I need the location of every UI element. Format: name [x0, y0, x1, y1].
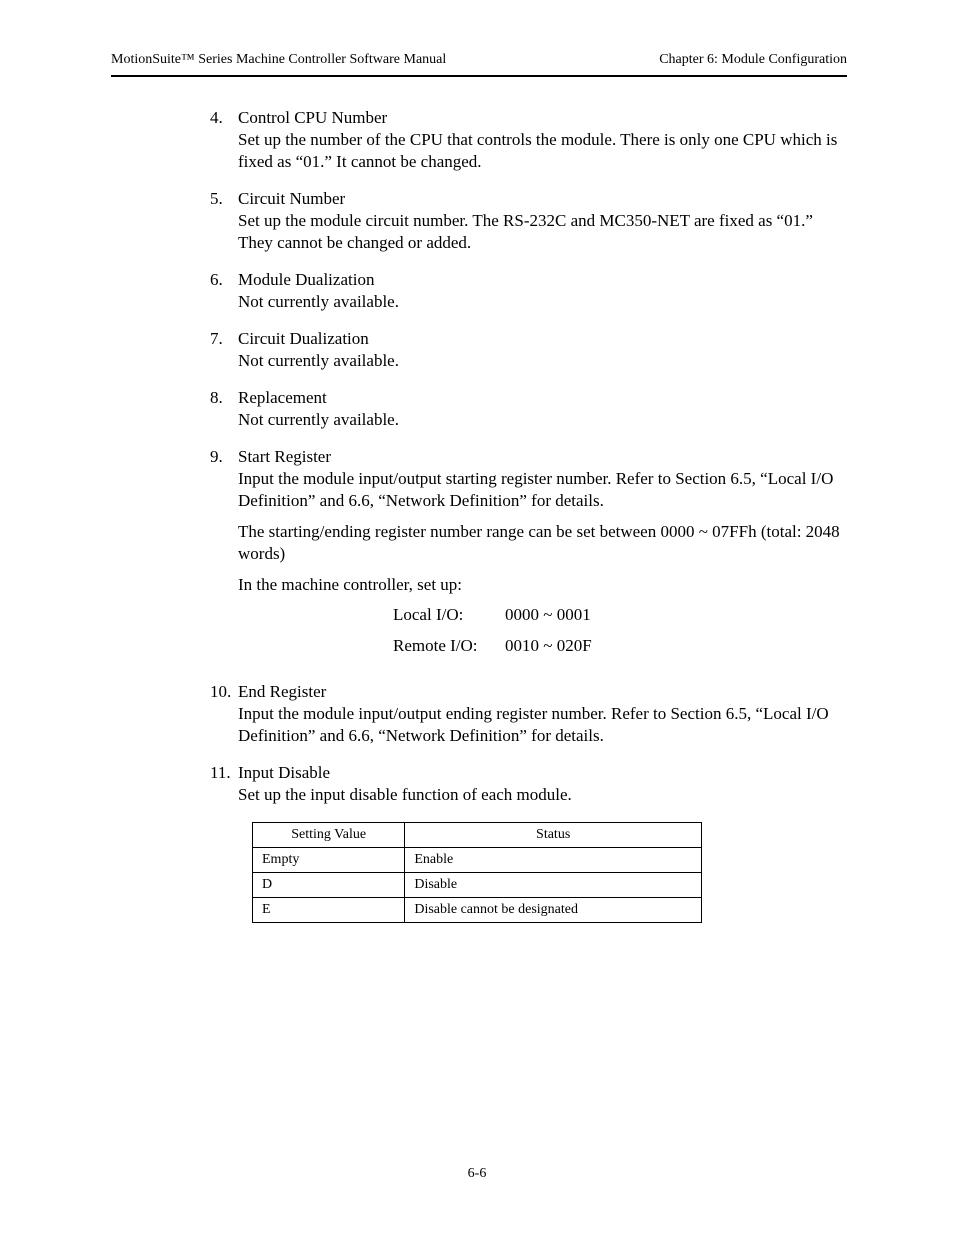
item-number: 9.	[210, 447, 223, 466]
item-title: Start Register	[238, 447, 332, 466]
item-text: Set up the module circuit number. The RS-232C and MC350-NET are fixed as “01.” They cannot be changed or added.	[238, 211, 813, 252]
item-text: Input the module input/output starting register number. Refer to Section 6.5, “Local I/O Definition” and 6.6, “Network Definition” for details.	[238, 469, 834, 510]
chapter-title: Chapter 6: Module Configuration	[659, 52, 847, 67]
item-number: 7.	[210, 329, 223, 348]
register-range-text: The starting/ending register number range can be set between 0000 ~ 07FFh (total: 2048 words)	[238, 522, 840, 563]
list-item	[210, 269, 840, 313]
list-item	[210, 681, 840, 747]
column-header: Setting Value	[253, 823, 405, 848]
range-row-remote	[393, 635, 840, 666]
item-title: End Register	[238, 682, 327, 701]
item-title: Input Disable	[238, 763, 331, 782]
register-ranges	[238, 604, 840, 666]
range-label: Remote I/O:	[393, 636, 478, 655]
page-header	[111, 52, 847, 77]
item-number: 4.	[210, 108, 223, 127]
item-text: Input the module input/output ending register number. Refer to Section 6.5, “Local I/O Definition” and 6.6, “Network Definition” for details.	[238, 704, 829, 745]
range-value: 0000 ~ 0001	[505, 605, 591, 624]
item-title: Circuit Dualization	[238, 329, 369, 348]
item-title: Module Dualization	[238, 270, 375, 289]
table-cell: Disable	[405, 873, 702, 898]
range-value: 0010 ~ 020F	[505, 636, 592, 655]
item-number: 5.	[210, 189, 223, 208]
table-row	[253, 898, 702, 923]
item-title: Replacement	[238, 388, 327, 407]
list-item	[210, 387, 840, 431]
table-cell: Disable cannot be designated	[405, 898, 702, 923]
item-text: Not currently available.	[238, 292, 399, 311]
range-row-local	[393, 604, 840, 635]
item-text: Not currently available.	[238, 410, 399, 429]
item-text: Set up the input disable function of each module.	[238, 785, 572, 804]
item-text: Set up the number of the CPU that controls the module. There is only one CPU which is fixed as “01.” It cannot be changed.	[238, 130, 838, 171]
item-number: 11.	[210, 763, 231, 782]
list-item	[210, 107, 840, 173]
table-cell: Empty	[253, 848, 405, 873]
table-row	[253, 848, 702, 873]
manual-title: MotionSuite™ Series Machine Controller Software Manual	[111, 52, 447, 67]
range-label: Local I/O:	[393, 605, 464, 624]
item-title: Control CPU Number	[238, 108, 388, 127]
page-number: 6-6	[467, 1166, 487, 1181]
list-item	[210, 446, 840, 666]
table-cell: E	[253, 898, 405, 923]
input-disable-table	[252, 822, 702, 923]
list-item	[210, 328, 840, 372]
item-text: Not currently available.	[238, 351, 399, 370]
setup-text: In the machine controller, set up:	[238, 575, 463, 594]
item-number: 6.	[210, 270, 223, 289]
table-cell: Enable	[405, 848, 702, 873]
list-item	[210, 188, 840, 254]
table-header-row	[253, 823, 702, 848]
column-header: Status	[405, 823, 702, 848]
item-title: Circuit Number	[238, 189, 346, 208]
item-number: 10.	[210, 682, 232, 701]
table-cell: D	[253, 873, 405, 898]
table-row	[253, 873, 702, 898]
main-content	[210, 107, 840, 821]
list-item	[210, 762, 840, 806]
item-number: 8.	[210, 388, 223, 407]
